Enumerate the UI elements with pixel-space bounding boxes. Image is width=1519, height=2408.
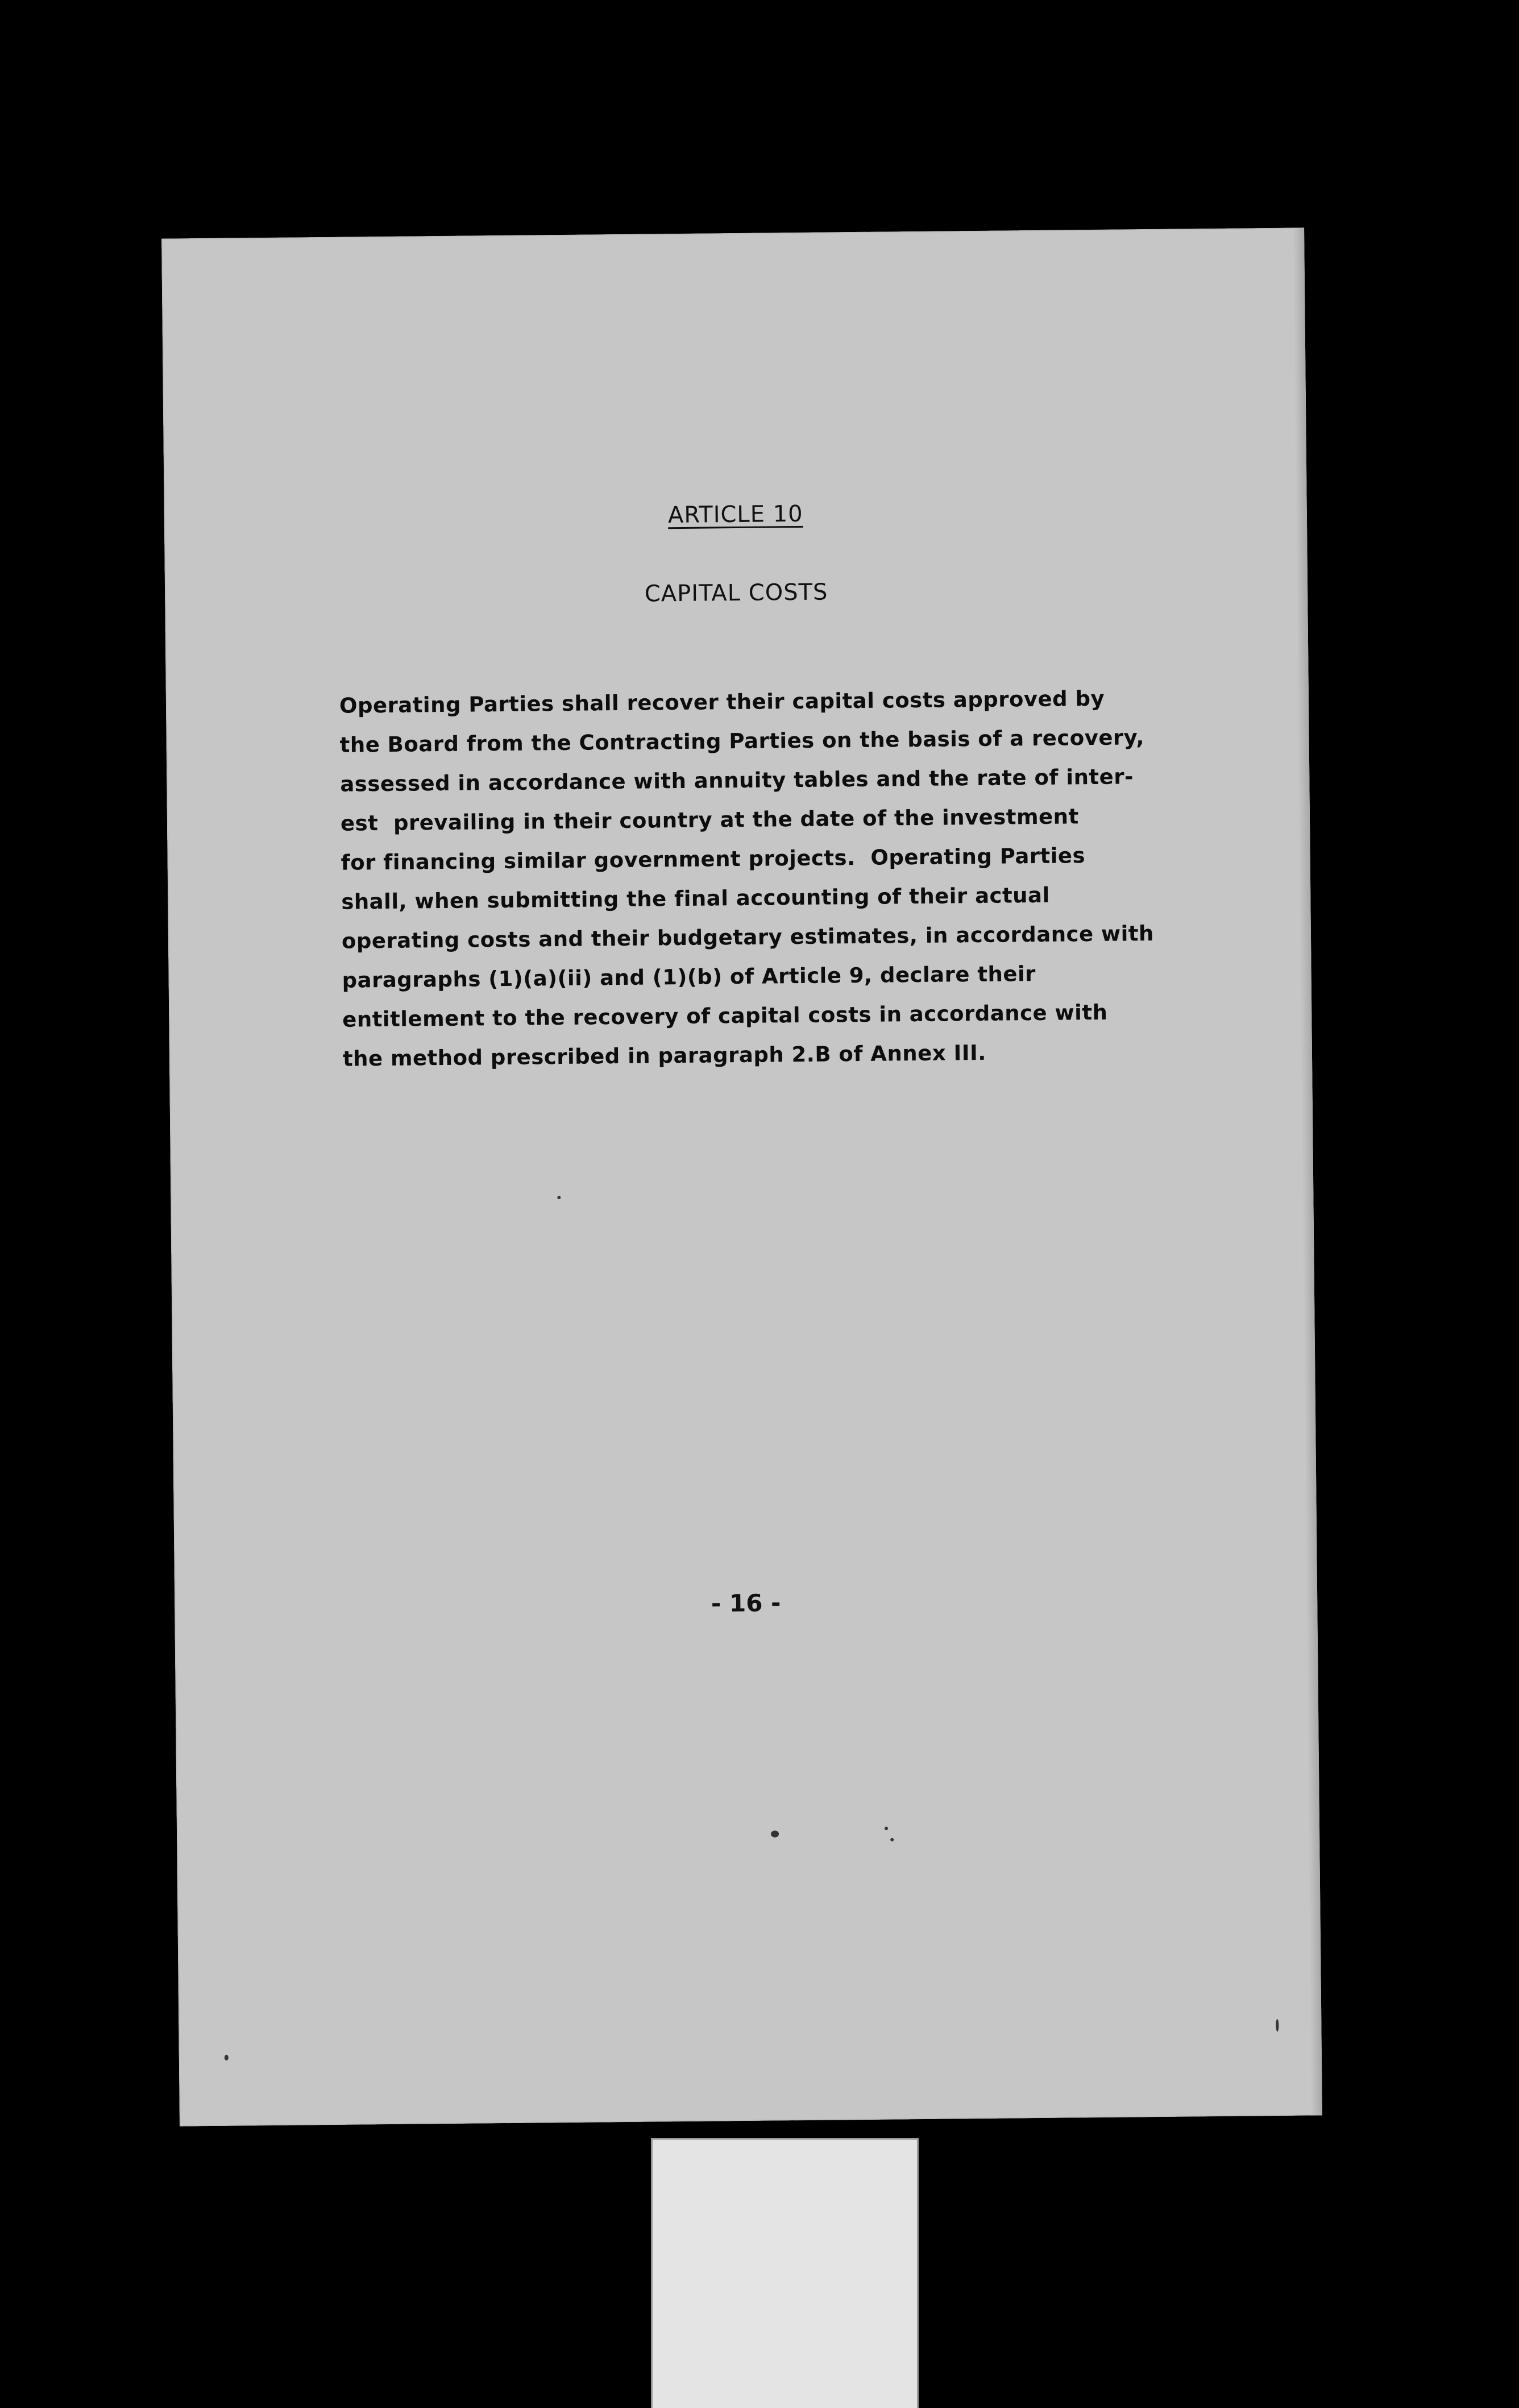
body-line: the Board from the Contracting Parties on the basis of a recovery, (339, 725, 1145, 757)
body-line: Operating Parties shall recover their capital costs approved by (339, 686, 1105, 718)
dust-speck (771, 1830, 779, 1837)
document-page (161, 227, 1322, 2126)
article-heading: ARTICLE 10 (667, 500, 803, 529)
body-line: shall, when submitting the final accounting of their actual (341, 882, 1050, 914)
dust-speck (225, 2055, 229, 2061)
body-line: for financing similar government projects. Operating Parties (341, 843, 1086, 875)
body-line: operating costs and their budgetary estimates, in accordance with (341, 921, 1155, 954)
dust-speck (557, 1196, 561, 1199)
body-line: assessed in accordance with annuity tables and the rate of inter- (340, 764, 1134, 797)
dust-speck (885, 1827, 888, 1830)
body-line: paragraphs (1)(a)(ii) and (1)(b) of Article 9, declare their (342, 961, 1036, 993)
article-body (339, 678, 1156, 1079)
body-line: entitlement to the recovery of capital costs in accordance with (342, 1000, 1108, 1032)
dust-speck (890, 1838, 894, 1841)
body-line: the method prescribed in paragraph 2.B of Annex III. (342, 1040, 987, 1071)
index-card (651, 2138, 919, 2408)
section-heading: CAPITAL COSTS (644, 579, 828, 607)
body-line: est prevailing in their country at the date of the investment (340, 804, 1079, 836)
dust-speck (1276, 2019, 1279, 2032)
page-number: - 16 - (711, 1589, 781, 1618)
